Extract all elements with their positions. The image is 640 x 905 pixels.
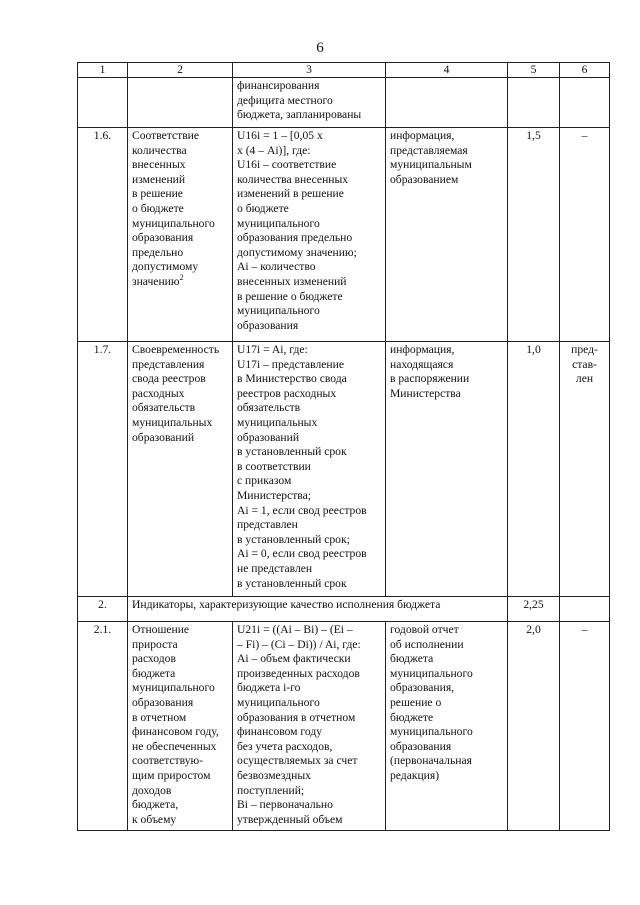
indicator-weight: 1,0 <box>508 342 560 597</box>
column-header: 5 <box>508 63 560 78</box>
indicator-formula: U16i = 1 – [0,05 х х (4 – Ai)], где: U16i – соответствие количества внесенных изменений в решение о бюджете муниципального образования предельно допустимому значению; Ai – количество внесенных изменений в решение о бюджете муниципального образования <box>233 128 386 342</box>
data-source: информация, представляемая муниципальным образованием <box>386 128 508 342</box>
table-header-row <box>78 63 610 78</box>
row-number: 2.1. <box>78 622 128 831</box>
column-header: 1 <box>78 63 128 78</box>
page-number: 6 <box>316 40 324 56</box>
indicator-weight: 2,0 <box>508 622 560 831</box>
indicator-name: Своевременность представления свода реестров расходных обязательств муниципальных образований <box>128 342 233 597</box>
indicator-formula: U21i = ((Ai – Bi) – (Ei – – Fi) – (Ci – Di)) / Ai, где: Ai – объем фактически произведенных расходов бюджета i-го муниципального образования в отчетном финансовом году без учета расходов, осуществляемых за счет безвозмездных поступлений; Bi – первоначально утвержденный объем <box>233 622 386 831</box>
row-number <box>78 78 128 128</box>
data-source: годовой отчет об исполнении бюджета муниципального образования, решение о бюджете муниципального образования (первоначальная редакция) <box>386 622 508 831</box>
indicators-table <box>77 62 610 831</box>
indicator-value: – <box>560 622 610 831</box>
table-row <box>78 622 610 831</box>
column-header: 2 <box>128 63 233 78</box>
table-row <box>78 128 610 342</box>
column-header: 4 <box>386 63 508 78</box>
indicator-value <box>560 78 610 128</box>
section-row <box>78 597 610 622</box>
footnote-ref: 2 <box>179 273 184 283</box>
indicator-weight <box>508 78 560 128</box>
column-header: 6 <box>560 63 610 78</box>
indicator-formula: U17i = Ai, где: U17i – представление в Министерство свода реестров расходных обязательств муниципальных образований в установленный срок в соответствии с приказом Министерства; Ai = 1, если свод реестров представлен в установленный срок; Ai = 0, если свод реестров не представлен в установленный срок <box>233 342 386 597</box>
indicator-formula: финансирования дефицита местного бюджета, запланированы <box>233 78 386 128</box>
indicator-name: Отношение прироста расходов бюджета муниципального образования в отчетном финансовом году, не обеспеченных соответствую- щим приростом доходов бюджета, к объему <box>128 622 233 831</box>
table-row <box>78 342 610 597</box>
column-header: 3 <box>233 63 386 78</box>
indicator-weight: 2,25 <box>508 597 560 622</box>
indicator-value: пред- став- лен <box>560 342 610 597</box>
indicator-weight: 1,5 <box>508 128 560 342</box>
section-title: Индикаторы, характеризующие качество исполнения бюджета <box>128 597 508 622</box>
indicator-value <box>560 597 610 622</box>
data-source: информация, находящаяся в распоряжении Министерства <box>386 342 508 597</box>
indicator-name: Соответствие количества внесенных изменений в решение о бюджете муниципального образования предельно допустимому значению$^2$ <box>128 128 233 342</box>
row-number: 1.7. <box>78 342 128 597</box>
indicator-name <box>128 78 233 128</box>
row-number: 2. <box>78 597 128 622</box>
data-source <box>386 78 508 128</box>
table-row <box>78 78 610 128</box>
indicator-value: – <box>560 128 610 342</box>
row-number: 1.6. <box>78 128 128 342</box>
